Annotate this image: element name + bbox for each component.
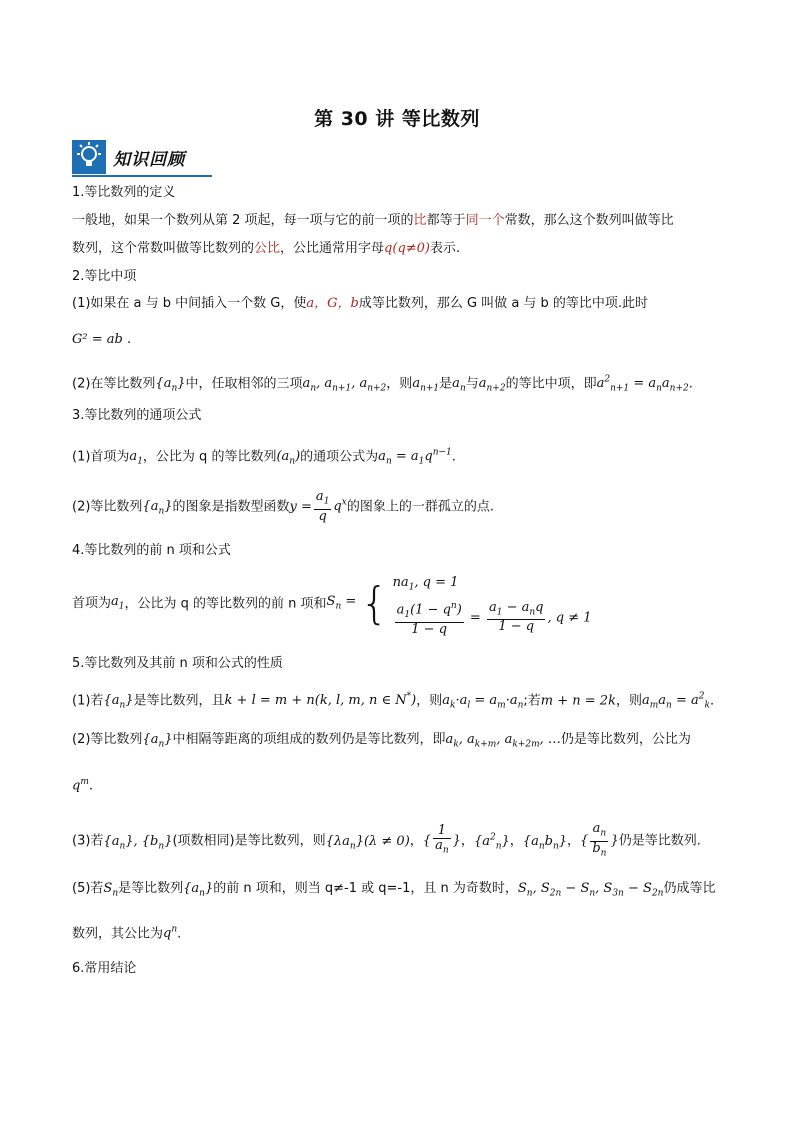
banner-label: 知识回顾 (113, 149, 186, 170)
s1-paragraph-line-2: 数列，这个常数叫做等比数列的公比，公比通常用字母q(q≠0)表示. (72, 241, 461, 256)
section-2-heading: 2.等比中项 (72, 269, 137, 284)
section-6-heading: 6.常用结论 (72, 961, 137, 976)
section-1-heading: 1.等比数列的定义 (72, 185, 176, 200)
s2-line-1: (1)如果在 a 与 b 中间插入一个数 G，使a，G，b成等比数列，那么 G 叫做 a 与 b 的等比中项.此时 (72, 296, 649, 311)
s5-line-1: (1)若$\{a_n\}$是等比数列，且k + l = m + n(k, l, m, n ∈ N*)，则$a_k\cdot a_l = a_m\cdot a_n$;若m + n = 2k，则$a_ma_n = a^2_k$. (72, 692, 715, 711)
s4-sum-formula: 首项为$a_1$，公比为 q 的等比数列的前 n 项和$S_n$ = { $na_1$, q = 1 $\frac{a_1(1 - q^n)}{1 - q}$ = $\frac{a_1 - a_nq}{1 - q}$ , q ≠ 1 (72, 575, 592, 637)
s5-line-3: (3)若$\{a_n\}$, $\{b_n\}$(项数相同)是等比数列，则$\{\lambda a_n\}(\lambda \ne 0)$，{ $\frac{1}{a_n}$ }，$\{a^2_n\}$，$\{a_nb_n\}$，{ $\frac{a_n}{b_n}$ }仍是等比数列. (72, 821, 701, 859)
section-4-heading: 4.等比数列的前 n 项和公式 (72, 543, 231, 558)
s1-paragraph-line-1: 一般地，如果一个数列从第 2 项起，每一项与它的前一项的比都等于同一个常数，那么这个数列叫做等比 (72, 213, 674, 228)
knowledge-review-banner (72, 140, 185, 174)
s5-line-5: 数列，其公比为$q^n$. (72, 925, 182, 942)
section-5-heading: 5.等比数列及其前 n 项和公式的性质 (72, 656, 283, 671)
s5-line-2: (2)等比数列$\{a_n\}$中相隔等距离的项组成的数列仍是等比数列，即$a_k$, $a_{k+m}$, $a_{k+2m}$, …仍是等比数列，公比为 (72, 732, 691, 750)
s2-line-3: (2)在等比数列$\{a_n\}$中，任取相邻的三项$a_n$, $a_{n+1}$, $a_{n+2}$，则$a_{n+1}$是$a_n$与$a_{n+2}$的等比中项，即$a^2_{n+1} = a_na_{n+2}$. (72, 375, 693, 394)
s5-line-4: (5)若$S_n$是等比数列$\{a_n\}$的前 n 项和，则当 q≠-1 或 q=-1，且 n 为奇数时，$S_n$, $S_{2n} - S_n$, $S_{3n} - S_{2n}$仍成等比 (72, 881, 716, 899)
lightbulb-icon (72, 140, 106, 174)
s2-formula-g2: G² = ab . (72, 332, 132, 347)
s3-line-2: (2)等比数列$\{a_n\}$的图象是指数型函数y = $\frac{a_1}{q}$ $q^x$的图象上的一群孤立的点. (72, 489, 494, 524)
section-3-heading: 3.等比数列的通项公式 (72, 408, 202, 423)
s3-line-1: (1)首项为$a_1$，公比为 q 的等比数列$(a_n)$的通项公式为$a_n = a_1q^{n-1}$. (72, 448, 456, 467)
banner-underline (72, 175, 212, 177)
s5-ratio-qm: $q^m$. (72, 777, 94, 794)
page-title: 第 30 讲 等比数列 (314, 108, 480, 130)
